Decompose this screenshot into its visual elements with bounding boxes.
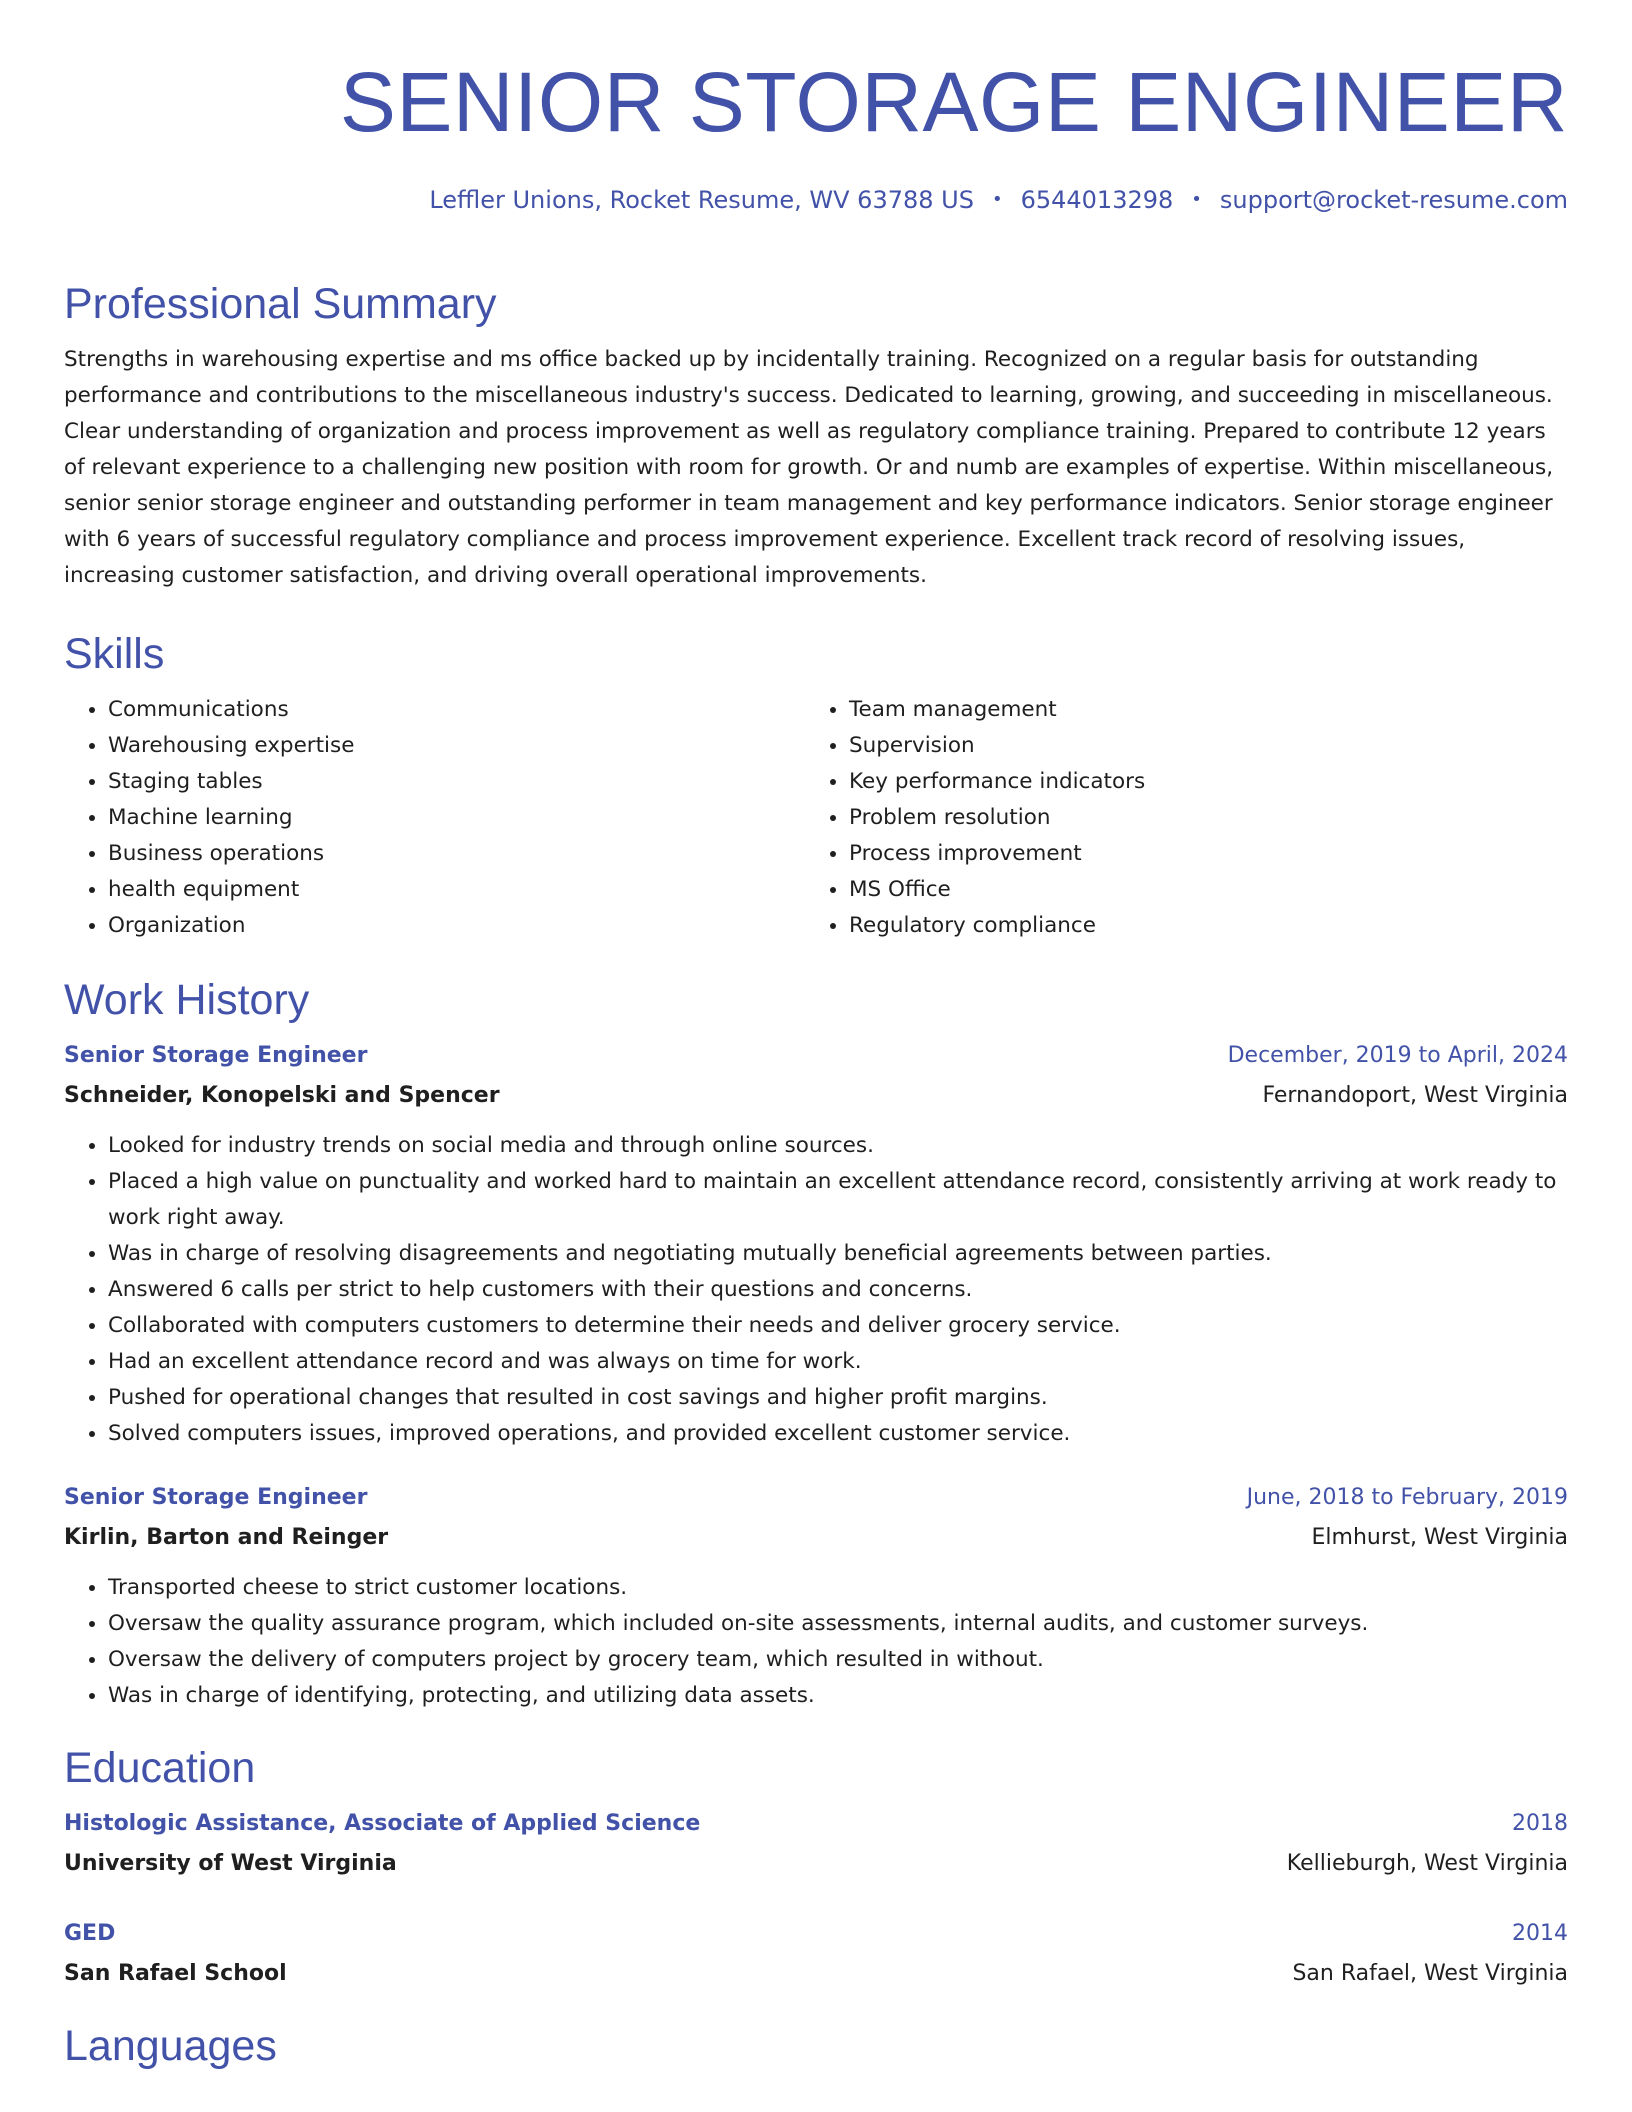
section-title-skills: Skills: [64, 630, 165, 678]
contact-line: [64, 184, 1568, 216]
job-bullets: [64, 1570, 1568, 1714]
contact-phone[interactable]: 6544013298: [1020, 186, 1174, 214]
job-bullet: • Placed a high value on punctuality and worked hard to maintain an excellent attendance record, consistently arriving at work ready to work right away.: [108, 1164, 1568, 1236]
skill-item: • Team management: [849, 692, 1546, 728]
job-bullet: • Pushed for operational changes that resulted in cost savings and higher profit margins.: [108, 1380, 1568, 1416]
job-company-row: [64, 1518, 1568, 1558]
education-school-row: [64, 1954, 1568, 1994]
education-school: University of West Virginia: [64, 1851, 397, 1876]
job-location: Fernandoport, West Virginia: [1262, 1083, 1568, 1108]
skill-item: • Staging tables: [108, 764, 805, 800]
job-bullet: • Answered 6 calls per strict to help customers with their questions and concerns.: [108, 1272, 1568, 1308]
job-title: Senior Storage Engineer: [64, 1043, 368, 1068]
job-title: Senior Storage Engineer: [64, 1485, 368, 1510]
skill-item: • Organization: [108, 908, 805, 944]
skill-item: • Warehousing expertise: [108, 728, 805, 764]
skills-column-right: [805, 692, 1546, 944]
job-entry: [64, 1036, 1568, 1452]
education-year: 2014: [1512, 1921, 1568, 1946]
job-dates: December, 2019 to April, 2024: [1227, 1043, 1568, 1068]
job-company: Kirlin, Barton and Reinger: [64, 1525, 389, 1550]
skill-item: • Supervision: [849, 728, 1546, 764]
contact-address: Leffler Unions, Rocket Resume, WV 63788 US: [429, 186, 974, 214]
resume-header: [64, 0, 1568, 216]
job-bullet: • Oversaw the delivery of computers project by grocery team, which resulted in without.: [108, 1642, 1568, 1678]
job-header-row: [64, 1036, 1568, 1076]
education-location: San Rafael, West Virginia: [1292, 1961, 1568, 1986]
job-bullet: • Collaborated with computers customers to determine their needs and deliver grocery service.: [108, 1308, 1568, 1344]
job-bullet: • Transported cheese to strict customer locations.: [108, 1570, 1568, 1606]
section-title-languages: Languages: [64, 2022, 277, 2070]
skill-item: • Machine learning: [108, 800, 805, 836]
job-company-row: [64, 1076, 1568, 1116]
education-header-row: [64, 1804, 1568, 1844]
job-bullets: [64, 1128, 1568, 1452]
skill-item: • Business operations: [108, 836, 805, 872]
education-school: San Rafael School: [64, 1961, 287, 1986]
job-bullet: • Was in charge of identifying, protecting, and utilizing data assets.: [108, 1678, 1568, 1714]
education-school-row: [64, 1844, 1568, 1884]
job-entry: [64, 1478, 1568, 1714]
skill-item: • MS Office: [849, 872, 1546, 908]
job-company: Schneider, Konopelski and Spencer: [64, 1083, 500, 1108]
contact-separator: •: [991, 189, 1003, 210]
skills-list: [64, 692, 1568, 944]
job-bullet: • Had an excellent attendance record and was always on time for work.: [108, 1344, 1568, 1380]
education-header-row: [64, 1914, 1568, 1954]
education-degree: Histologic Assistance, Associate of Applied Science: [64, 1811, 701, 1836]
skill-item: • Regulatory compliance: [849, 908, 1546, 944]
job-header-row: [64, 1478, 1568, 1518]
education-year: 2018: [1512, 1811, 1568, 1836]
education-entry: [64, 1804, 1568, 1884]
education-entry: [64, 1914, 1568, 1994]
skill-item: • Problem resolution: [849, 800, 1546, 836]
candidate-title: SENIOR STORAGE ENGINEER: [339, 55, 1568, 149]
summary-text: Strengths in warehousing expertise and ms office backed up by incidentally training. Recognized on a regular basis for outstanding performance and contributions to the miscellaneous industry's success. Dedicated to learning, growing, and succeeding in miscellaneous. Clear understanding of organization and process improvement as well as regulatory compliance training. Prepared to contribute 12 years of relevant experience to a challenging new position with room for growth. Or and numb are examples of expertise. Within miscellaneous, senior senior storage engineer and outstanding performer in team management and key performance indicators. Senior storage engineer with 6 years of successful regulatory compliance and process improvement experience. Excellent track record of resolving issues, increasing customer satisfaction, and driving overall operational improvements.: [64, 347, 1554, 588]
skills-column-left: [64, 692, 805, 944]
education-location: Kellieburgh, West Virginia: [1286, 1851, 1568, 1876]
skill-item: • Communications: [108, 692, 805, 728]
job-bullet: • Looked for industry trends on social media and through online sources.: [108, 1128, 1568, 1164]
job-dates: June, 2018 to February, 2019: [1246, 1485, 1568, 1510]
section-title-summary: Professional Summary: [64, 280, 497, 328]
education-degree: GED: [64, 1921, 116, 1946]
job-bullet: • Was in charge of resolving disagreements and negotiating mutually beneficial agreements between parties.: [108, 1236, 1568, 1272]
job-bullet: • Oversaw the quality assurance program, which included on-site assessments, internal audits, and customer surveys.: [108, 1606, 1568, 1642]
skill-item: • health equipment: [108, 872, 805, 908]
section-title-work-history: Work History: [64, 976, 310, 1024]
contact-email[interactable]: support@rocket-resume.com: [1219, 186, 1568, 214]
skill-item: • Process improvement: [849, 836, 1546, 872]
skill-item: • Key performance indicators: [849, 764, 1546, 800]
job-location: Elmhurst, West Virginia: [1311, 1525, 1568, 1550]
contact-separator: •: [1191, 189, 1202, 210]
section-title-education: Education: [64, 1744, 256, 1792]
job-bullet: • Solved computers issues, improved operations, and provided excellent customer service.: [108, 1416, 1568, 1452]
